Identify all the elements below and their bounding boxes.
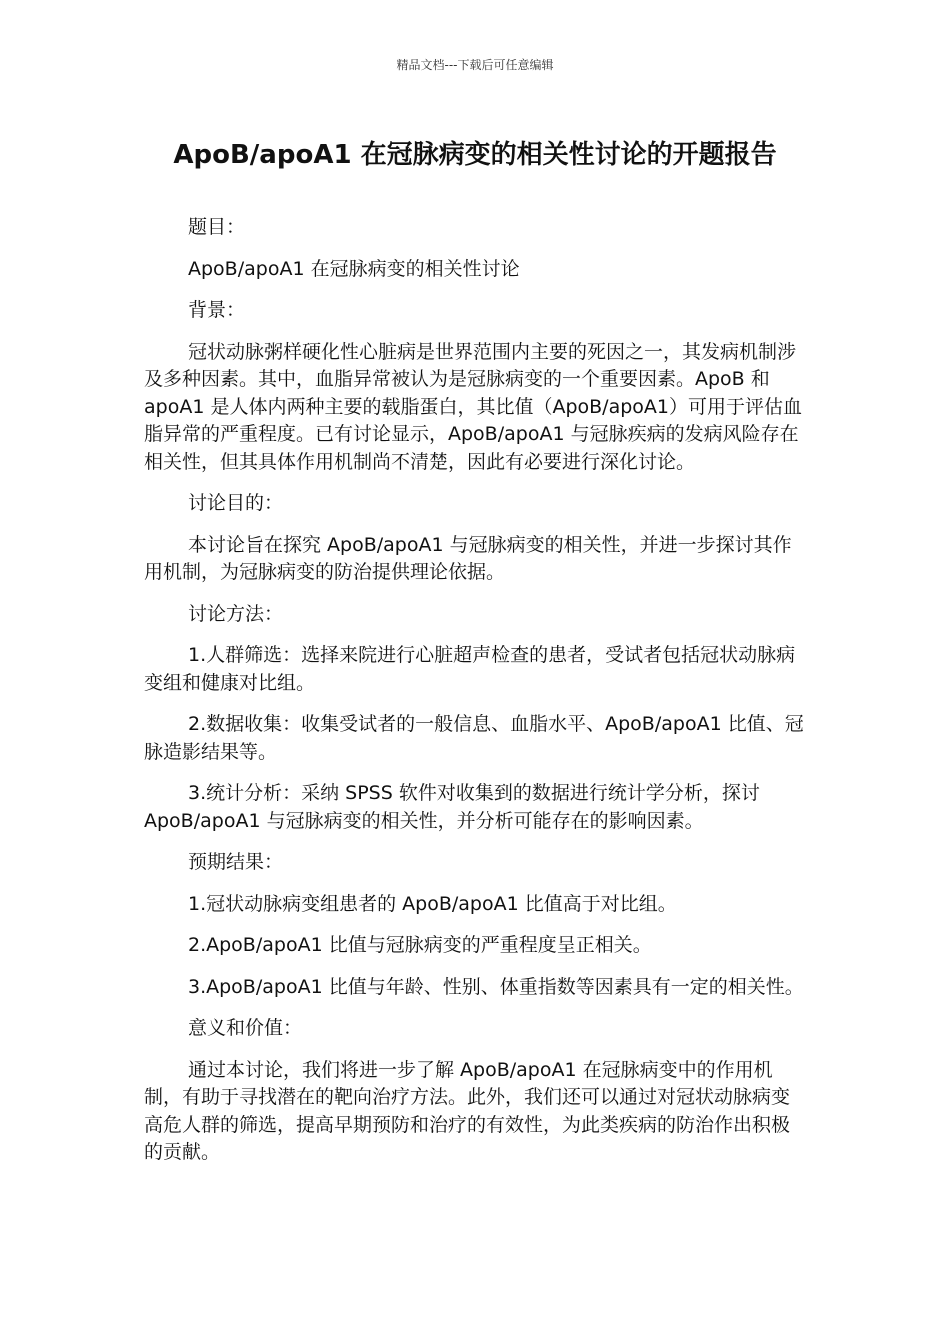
method-item: 1.人群筛选：选择来院进行心脏超声检查的患者，受试者包括冠状动脉病变组和健康对比组。 [144, 644, 796, 694]
section-label-expected-results: 预期结果： [188, 851, 284, 873]
topic-text: ApoB/apoA1 在冠脉病变的相关性讨论 [188, 257, 520, 280]
section-label-significance: 意义和价值： [188, 1017, 303, 1039]
result-item: 2.ApoB/apoA1 比值与冠脉病变的严重程度呈正相关。 [188, 934, 652, 956]
significance-paragraph: 通过本讨论，我们将进一步了解 ApoB/apoA1 在冠脉病变中的作用机制，有助于寻找潜在的靶向治疗方法。此外，我们还可以通过对冠状动脉病变高危人群的筛选，提高早期预防和治疗的有效性，为此类疾病的防治作出积极的贡献。 [144, 1058, 791, 1163]
page-header: 精品文档---下载后可任意编辑 [396, 58, 554, 72]
method-item: 2.数据收集：收集受试者的一般信息、血脂水平、ApoB/apoA1 比值、冠脉造影结果等。 [144, 713, 804, 763]
section-label-topic: 题目： [188, 216, 246, 238]
section-label-purpose: 讨论目的： [188, 492, 284, 514]
document-body [144, 214, 808, 1181]
purpose-paragraph: 本讨论旨在探究 ApoB/apoA1 与冠脉病变的相关性，并进一步探讨其作用机制，为冠脉病变的防治提供理论依据。 [144, 533, 792, 583]
section-label-methods: 讨论方法： [188, 602, 284, 625]
background-paragraph: 冠状动脉粥样硬化性心脏病是世界范围内主要的死因之一，其发病机制涉及多种因素。其中，血脂异常被认为是冠脉病变的一个重要因素。ApoB 和 apoA1 是人体内两种主要的载脂蛋白，其比值（ApoB/apoA1）可用于评估血脂异常的严重程度。已有讨论显示，ApoB/apoA1 与冠脉疾病的发病风险存在相关性，但其具体作用机制尚不清楚，因此有必要进行深化讨论。 [144, 340, 802, 473]
section-label-background: 背景： [188, 299, 246, 321]
document-title: ApoB/apoA1 在冠脉病变的相关性讨论的开题报告 [173, 140, 777, 170]
result-item: 3.ApoB/apoA1 比值与年龄、性别、体重指数等因素具有一定的相关性。 [188, 975, 804, 998]
method-item: 3.统计分析：采纳 SPSS 软件对收集到的数据进行统计学分析，探讨 ApoB/apoA1 与冠脉病变的相关性，并分析可能存在的影响因素。 [144, 782, 760, 832]
result-item: 1.冠状动脉病变组患者的 ApoB/apoA1 比值高于对比组。 [188, 892, 677, 915]
